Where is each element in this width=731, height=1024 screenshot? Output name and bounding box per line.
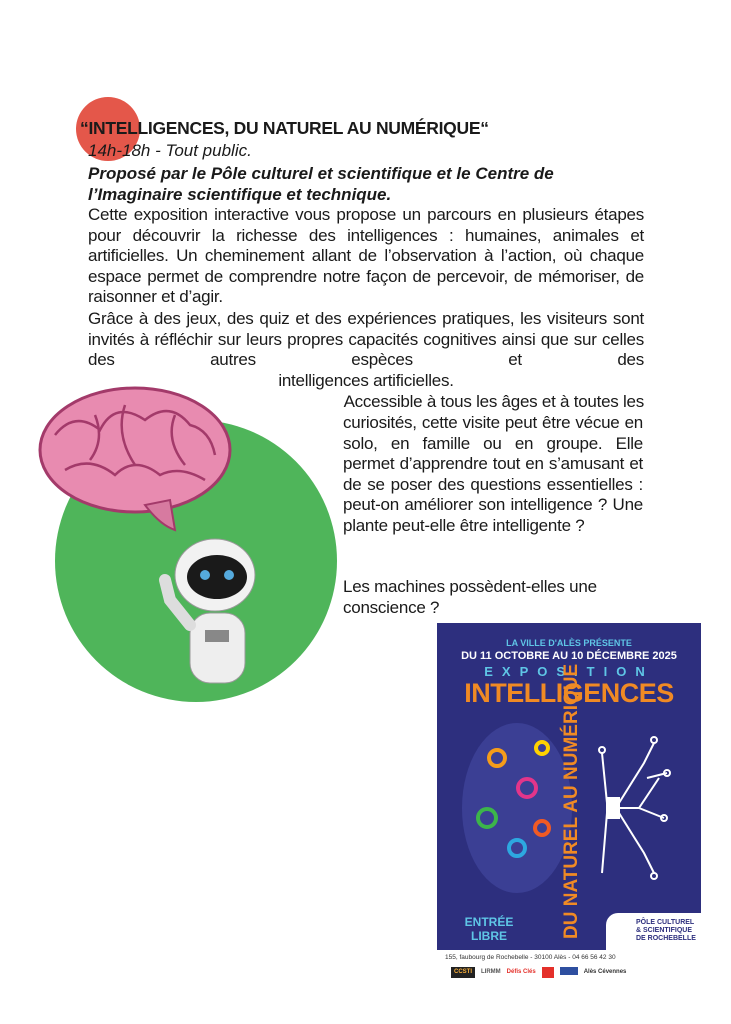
venue-logo: PÔLE CULTUREL & SCIENTIFIQUE DE ROCHEBELLE — [606, 913, 701, 950]
poster-entry: ENTRÉE LIBRE — [464, 915, 514, 943]
poster-subtitle-vertical: DU NATUREL AU NUMÉRIQUE — [561, 663, 582, 939]
robot-icon — [165, 539, 255, 683]
sponsor-logos — [437, 961, 701, 978]
brain-icon — [40, 388, 230, 530]
poster-headline: INTELLIGENCES — [464, 678, 674, 708]
sponsor-logo: Défis Clés — [506, 969, 536, 975]
schedule: 14h-18h - Tout public. — [88, 141, 252, 160]
poster-dates: DU 11 OCTOBRE AU 10 DÉCEMBRE 2025 — [461, 650, 677, 662]
paragraph-question: Les machines possèdent-elles une conscience ? — [343, 577, 597, 617]
poster-address: 155, faubourg de Rochebelle - 30100 Alès - 04 66 56 42 30 — [445, 954, 616, 961]
exhibition-poster — [437, 623, 701, 950]
poster-kicker: EXPOSITION — [484, 664, 654, 679]
sponsor-logo: Alès Cévennes — [583, 969, 627, 975]
poster-footer — [437, 950, 701, 998]
sponsor-logo — [542, 967, 554, 978]
organizer: Proposé par le Pôle culturel et scientifique et le Centre de l’Imaginaire scientifique et technique. — [88, 164, 554, 204]
poster-presenter: LA VILLE D'ALÈS PRÉSENTE — [506, 638, 632, 648]
paragraph-audience-start: Accessible à tous les âges et à toutes les — [343, 392, 644, 411]
sponsor-logo: LIRMM — [481, 969, 501, 975]
exhibition-title: “INTELLIGENCES, DU NATUREL AU NUMÉRIQUE“ — [80, 118, 489, 138]
paragraph-audience: curiosités, cette visite peut être vécue en solo, en famille ou en groupe. Elle permet d’apprendre tout en s’amusant et de se poser des questions essentielles : peut-on améliorer son intelligence ? Une plante peut-elle être intelligente ? — [343, 413, 643, 535]
eu-flag-logo — [560, 967, 578, 975]
paragraph-intro: Cette exposition interactive vous propose un parcours en plusieurs étapes pour découvrir la richesse des intelligences : humaines, animales et artificielles. Un cheminement allant de l’observation à l’action, où chaque espace permet de comprendre notre façon de percevoir, de mémoriser, de raisonner et d’agir. — [88, 205, 644, 307]
paragraph-activities-end: intelligences artificielles. — [278, 371, 454, 390]
sponsor-logo: CCSTI — [451, 967, 475, 978]
brain-robot-illustration — [25, 375, 265, 695]
paragraph-activities: Grâce à des jeux, des quiz et des expériences pratiques, les visiteurs sont invités à réfléchir sur leurs propres capacités cognitives ainsi que sur celles des autres espèces et des — [88, 309, 644, 370]
